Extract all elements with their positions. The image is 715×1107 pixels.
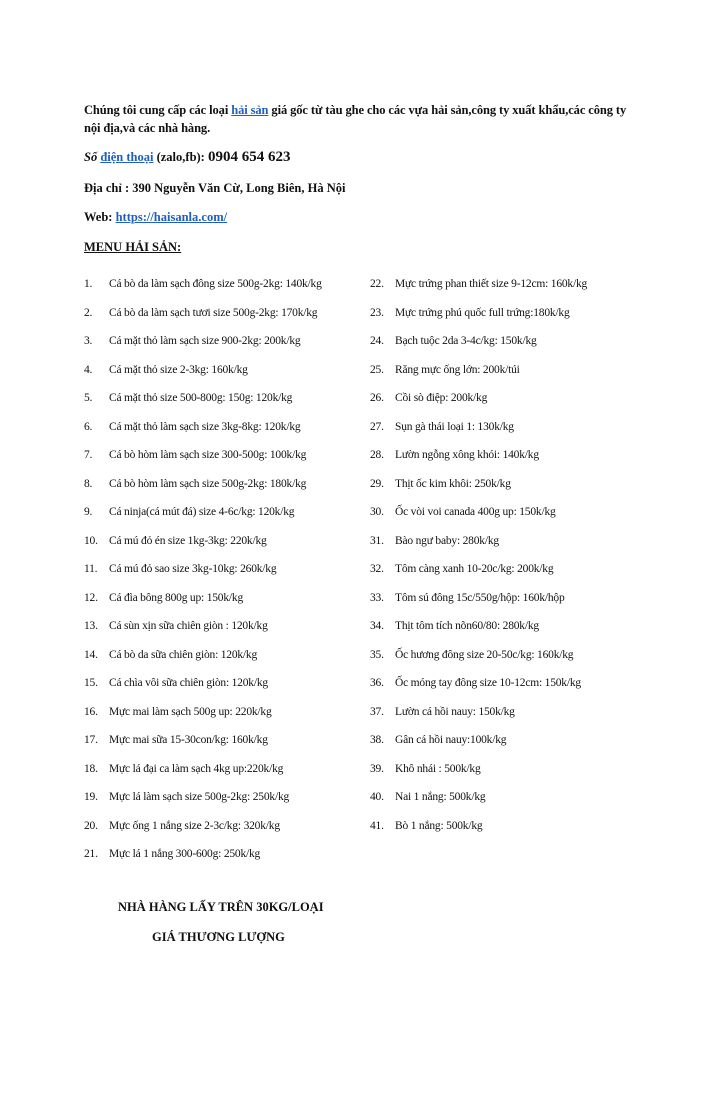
- menu-item: [370, 812, 670, 841]
- menu-item: [84, 755, 364, 784]
- footer-note-restaurant: NHÀ HÀNG LẤY TRÊN 30KG/LOẠI: [118, 900, 324, 914]
- menu-item-number: 18.: [84, 762, 98, 775]
- menu-item-text: Cá ninja(cá mút đá) size 4-6c/kg: 120k/kg: [109, 506, 295, 519]
- menu-item-text: Cá bò da sữa chiên giòn: 120k/kg: [109, 648, 258, 661]
- menu-item: [370, 327, 670, 356]
- menu-item-text: Mực ống 1 nắng size 2-3c/kg: 320k/kg: [109, 819, 280, 832]
- menu-item-text: Mực mai sữa 15-30con/kg: 160k/kg: [109, 734, 268, 747]
- menu-item-text: Cá bò da làm sạch tươi size 500g-2kg: 170k/kg: [109, 306, 318, 319]
- menu-item-text: Sụn gà thái loại 1: 130k/kg: [395, 420, 514, 433]
- menu-item-text: Bào ngư baby: 280k/kg: [395, 534, 499, 547]
- menu-item-text: Ốc móng tay đông size 10-12cm: 150k/kg: [395, 677, 581, 690]
- menu-item-text: Cá bò hòm làm sạch size 500g-2kg: 180k/kg: [109, 477, 307, 490]
- menu-item-text: Tôm càng xanh 10-20c/kg: 200k/kg: [395, 563, 554, 576]
- menu-item-text: Ốc vòi voi canada 400g up: 150k/kg: [395, 506, 556, 519]
- menu-item-text: Mực lá làm sạch size 500g-2kg: 250k/kg: [109, 791, 290, 804]
- menu-item-number: 20.: [84, 819, 98, 832]
- menu-item: [370, 755, 670, 784]
- menu-item: [370, 698, 670, 727]
- menu-item-number: 21.: [84, 848, 98, 861]
- menu-item: [370, 669, 670, 698]
- menu-item: [84, 584, 364, 613]
- menu-item: [370, 527, 670, 556]
- menu-item: [370, 498, 670, 527]
- menu-item: [370, 441, 670, 470]
- phone-line: [84, 149, 290, 166]
- menu-item: [84, 327, 364, 356]
- menu-item-number: 29.: [370, 477, 384, 490]
- menu-item-number: 34.: [370, 620, 384, 633]
- menu-item-text: Khô nhái : 500k/kg: [395, 762, 481, 775]
- menu-item-text: Cá mú đỏ én size 1kg-3kg: 220k/kg: [109, 534, 267, 547]
- menu-item-text: Cá đìa bông 800g up: 150k/kg: [109, 591, 243, 604]
- menu-item-number: 2.: [84, 306, 93, 319]
- menu-item-text: Thịt tôm tích nõn60/80: 280k/kg: [395, 620, 539, 633]
- intro-text-1: Chúng tôi cung cấp các loại: [84, 103, 232, 117]
- menu-item: [84, 498, 364, 527]
- intro-text-2: giá gốc từ tàu ghe cho các vựa hải sản,công ty xuất khẩu,các công ty nội địa,và các nhà hàng.: [84, 103, 627, 135]
- menu-item-number: 27.: [370, 420, 384, 433]
- menu-item: [370, 384, 670, 413]
- phone-number: 0904 654 623: [207, 149, 291, 165]
- menu-item: [370, 555, 670, 584]
- menu-item-text: Bạch tuộc 2da 3-4c/kg: 150k/kg: [395, 335, 537, 348]
- menu-item-text: Cá mặt thỏ size 2-3kg: 160k/kg: [109, 363, 248, 376]
- menu-item: [370, 612, 670, 641]
- menu-item-number: 26.: [370, 392, 384, 405]
- menu-column-left: [84, 270, 364, 869]
- phone-prefix: Số: [84, 150, 101, 164]
- menu-item-text: Mực lá đại ca làm sạch 4kg up:220k/kg: [109, 762, 284, 775]
- menu-item-text: Lườn cá hồi nauy: 150k/kg: [395, 705, 515, 718]
- menu-item: [370, 783, 670, 812]
- menu-item-number: 5.: [84, 392, 93, 405]
- menu-item-text: Thịt ốc kim khôi: 250k/kg: [395, 477, 511, 490]
- menu-item: [84, 270, 364, 299]
- menu-item-text: Cá mặt thỏ làm sạch size 3kg-8kg: 120k/kg: [109, 420, 301, 433]
- menu-item-number: 10.: [84, 534, 98, 547]
- menu-item-number: 14.: [84, 648, 98, 661]
- menu-item-number: 22.: [370, 278, 384, 291]
- menu-item-number: 9.: [84, 506, 93, 519]
- menu-item-number: 4.: [84, 363, 93, 376]
- menu-item: [84, 413, 364, 442]
- menu-item-text: Mực trứng phú quốc full trứng:180k/kg: [395, 306, 570, 319]
- menu-item-text: Bò 1 nắng: 500k/kg: [395, 819, 483, 832]
- menu-item-number: 16.: [84, 705, 98, 718]
- seafood-link[interactable]: hải sản: [231, 103, 269, 117]
- menu-item: [84, 669, 364, 698]
- menu-item-number: 33.: [370, 591, 384, 604]
- menu-item-number: 31.: [370, 534, 384, 547]
- phone-suffix: (zalo,fb):: [153, 150, 208, 164]
- menu-item-number: 30.: [370, 506, 384, 519]
- menu-item-number: 23.: [370, 306, 384, 319]
- menu-item: [370, 726, 670, 755]
- web-line: [84, 210, 227, 225]
- menu-item-number: 17.: [84, 734, 98, 747]
- menu-item-number: 32.: [370, 563, 384, 576]
- menu-item-number: 19.: [84, 791, 98, 804]
- menu-item-text: Cá mặt thỏ làm sạch size 900-2kg: 200k/kg: [109, 335, 301, 348]
- menu-item-text: Cồi sò điệp: 200k/kg: [395, 392, 488, 405]
- menu-item-text: Cá mặt thỏ size 500-800g: 150g: 120k/kg: [109, 392, 293, 405]
- menu-item-number: 6.: [84, 420, 93, 433]
- menu-item-text: Cá sùn xịn sữa chiên giòn : 120k/kg: [109, 620, 268, 633]
- menu-item-number: 40.: [370, 791, 384, 804]
- phone-link[interactable]: điện thoại: [100, 150, 154, 164]
- website-link[interactable]: https://haisanla.com/: [115, 210, 228, 224]
- address-line: Địa chỉ : 390 Nguyễn Văn Cừ, Long Biên, Hà Nội: [84, 181, 346, 195]
- menu-item: [84, 299, 364, 328]
- menu-item-text: Mực mai làm sạch 500g up: 220k/kg: [109, 705, 272, 718]
- menu-item-text: Mực lá 1 nắng 300-600g: 250k/kg: [109, 848, 261, 861]
- menu-item: [370, 413, 670, 442]
- menu-item: [84, 612, 364, 641]
- menu-item: [370, 641, 670, 670]
- menu-item-text: Cá chìa vôi sữa chiên giòn: 120k/kg: [109, 677, 268, 690]
- menu-item-text: Răng mực ống lớn: 200k/túi: [395, 363, 520, 376]
- menu-item: [370, 299, 670, 328]
- menu-item-number: 25.: [370, 363, 384, 376]
- menu-item-text: Cá mú đỏ sao size 3kg-10kg: 260k/kg: [109, 563, 277, 576]
- menu-item: [370, 356, 670, 385]
- menu-item-number: 11.: [84, 563, 98, 576]
- menu-item-text: Cá bò da làm sạch đông size 500g-2kg: 140k/kg: [109, 278, 322, 291]
- menu-item-text: Nai 1 nắng: 500k/kg: [395, 791, 486, 804]
- menu-title: MENU HẢI SẢN:: [84, 240, 182, 254]
- menu-item-number: 13.: [84, 620, 98, 633]
- menu-item: [84, 441, 364, 470]
- menu-item-number: 39.: [370, 762, 384, 775]
- menu-item-text: Tôm sú đông 15c/550g/hộp: 160k/hộp: [395, 591, 565, 604]
- menu-item-text: Mực trứng phan thiết size 9-12cm: 160k/kg: [395, 278, 588, 291]
- menu-item: [84, 783, 364, 812]
- menu-item-number: 7.: [84, 449, 93, 462]
- menu-item-text: Lườn ngỗng xông khói: 140k/kg: [395, 449, 539, 462]
- menu-item: [84, 527, 364, 556]
- menu-item-number: 35.: [370, 648, 384, 661]
- web-label: Web:: [84, 210, 116, 224]
- menu-item: [370, 584, 670, 613]
- menu-item-text: Gân cá hồi nauy:100k/kg: [395, 734, 507, 747]
- menu-item: [84, 470, 364, 499]
- menu-item-number: 3.: [84, 335, 93, 348]
- menu-item: [370, 470, 670, 499]
- menu-item: [84, 356, 364, 385]
- menu-item: [84, 812, 364, 841]
- menu-item-number: 24.: [370, 335, 384, 348]
- menu-item: [84, 726, 364, 755]
- footer-note-price: GIÁ THƯƠNG LƯỢNG: [152, 930, 285, 944]
- menu-item-text: Ốc hương đông size 20-50c/kg: 160k/kg: [395, 648, 574, 661]
- menu-item-number: 38.: [370, 734, 384, 747]
- menu-item: [84, 384, 364, 413]
- menu-item-text: Cá bò hòm làm sạch size 300-500g: 100k/kg: [109, 449, 307, 462]
- menu-item-number: 8.: [84, 477, 93, 490]
- menu-item-number: 41.: [370, 819, 384, 832]
- menu-item: [84, 555, 364, 584]
- menu-column-right: [370, 270, 670, 840]
- menu-item: [84, 641, 364, 670]
- intro-paragraph: [84, 101, 644, 137]
- menu-item: [84, 840, 364, 869]
- menu-item-number: 28.: [370, 449, 384, 462]
- menu-item-number: 15.: [84, 677, 98, 690]
- menu-item-number: 37.: [370, 705, 384, 718]
- menu-item: [84, 698, 364, 727]
- menu-item-number: 1.: [84, 278, 93, 291]
- menu-item-number: 12.: [84, 591, 98, 604]
- menu-item-number: 36.: [370, 677, 384, 690]
- menu-item: [370, 270, 670, 299]
